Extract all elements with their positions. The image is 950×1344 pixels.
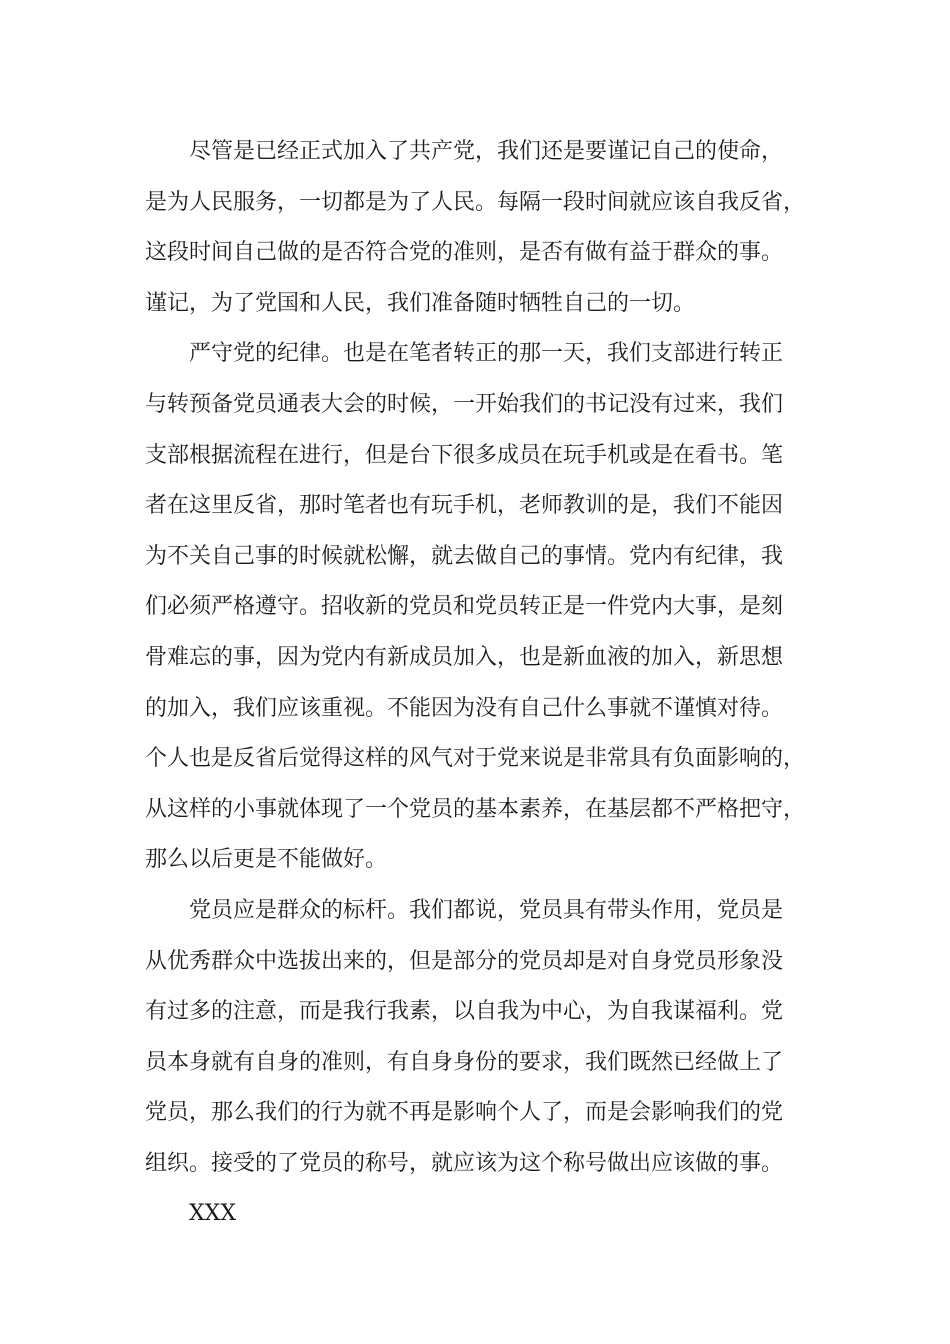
text-line: 从优秀群众中选拔出来的，但是部分的党员却是对自身党员形象没 bbox=[145, 948, 784, 974]
text-line: 者在这里反省，那时笔者也有玩手机，老师教训的是，我们不能因 bbox=[145, 493, 784, 519]
paragraph-role-model bbox=[145, 886, 820, 1190]
document-body bbox=[145, 127, 820, 1240]
paragraph-discipline bbox=[145, 329, 820, 886]
text-line: 支部根据流程在进行，但是台下很多成员在玩手机或是在看书。笔 bbox=[145, 442, 784, 468]
text-line: 那么以后更是不能做好。 bbox=[145, 847, 388, 873]
text-line: 员本身就有自身的准则，有自身身份的要求，我们既然已经做上了 bbox=[145, 1049, 784, 1075]
paragraph-mission bbox=[145, 127, 820, 329]
text-line: 骨难忘的事，因为党内有新成员加入，也是新血液的加入，新思想 bbox=[145, 644, 784, 670]
text-line: 个人也是反省后觉得这样的风气对于党来说是非常具有负面影响的， bbox=[145, 746, 806, 772]
signature-block bbox=[145, 1189, 820, 1240]
text-line: 严守党的纪律。也是在笔者转正的那一天，我们支部进行转正 bbox=[189, 341, 784, 367]
text-line: 的加入，我们应该重视。不能因为没有自己什么事就不谨慎对待。 bbox=[145, 695, 784, 721]
text-line: 为不关自己事的时候就松懈，就去做自己的事情。党内有纪律，我 bbox=[145, 543, 784, 569]
text-line: 组织。接受的了党员的称号，就应该为这个称号做出应该做的事。 bbox=[145, 1150, 784, 1176]
text-line: 从这样的小事就体现了一个党员的基本素养，在基层都不严格把守， bbox=[145, 796, 806, 822]
text-line: 尽管是已经正式加入了共产党，我们还是要谨记自己的使命， bbox=[189, 139, 784, 164]
text-line: 与转预备党员通表大会的时候，一开始我们的书记没有过来，我们 bbox=[145, 391, 784, 417]
text-line: 党员，那么我们的行为就不再是影响个人了，而是会影响我们的党 bbox=[145, 1100, 784, 1126]
text-line: 这段时间自己做的是否符合党的准则，是否有做有益于群众的事。 bbox=[145, 240, 784, 266]
text-line: 是为人民服务，一切都是为了人民。每隔一段时间就应该自我反省， bbox=[145, 189, 806, 215]
text-line: 党员应是群众的标杆。我们都说，党员具有带头作用，党员是 bbox=[189, 897, 784, 923]
text-line: 们必须严格遵守。招收新的党员和党员转正是一件党内大事，是刻 bbox=[145, 594, 784, 620]
text-line: 谨记，为了党国和人民，我们准备随时牺牲自己的一切。 bbox=[145, 290, 696, 316]
signature: XXX bbox=[189, 1201, 236, 1227]
text-line: 有过多的注意，而是我行我素，以自我为中心，为自我谋福利。党 bbox=[145, 999, 784, 1025]
